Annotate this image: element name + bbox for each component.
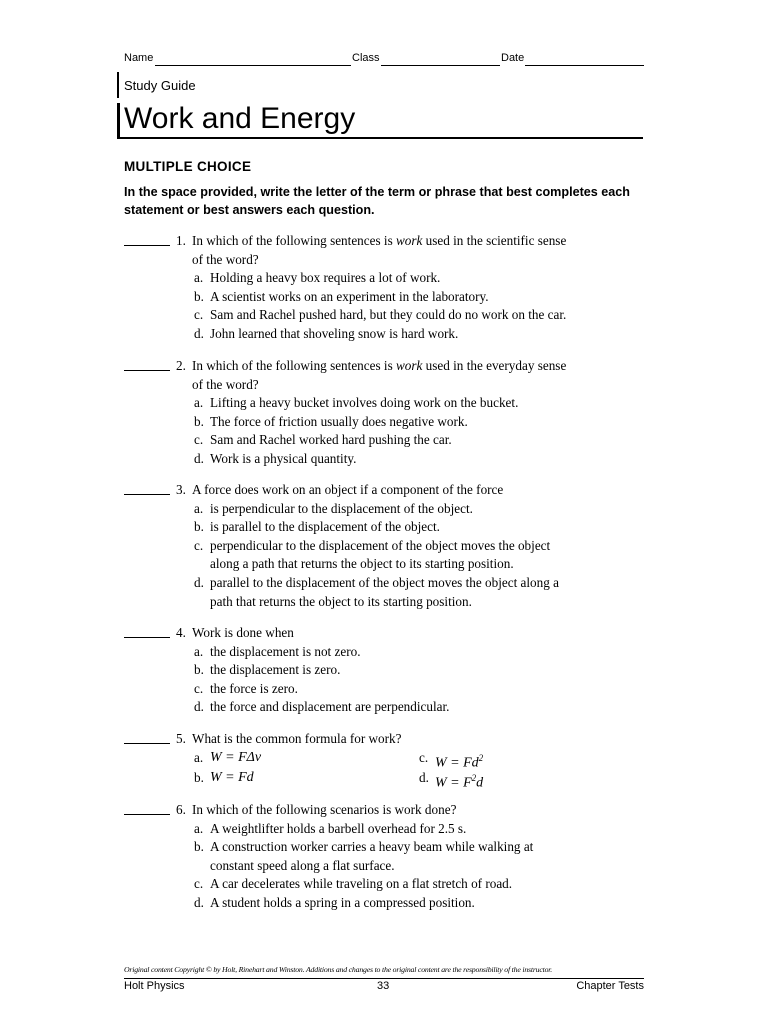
question-stem: Work is done when [192, 625, 294, 640]
question-3: 3. A force does work on an object if a component of the force a. is perpendicular to the displacement of the object. b. is parallel to the displacement of the object. c. perpendicular to the displacement of the object moves the object along a path that returns the object to its starting position. d. parallel to the displacement of the object moves the object along a path that returns the object to its starting position. [124, 481, 644, 609]
answer-blank[interactable] [124, 370, 170, 371]
answer-blank[interactable] [124, 245, 170, 246]
question-number: 6. [176, 802, 186, 817]
question-number: 1. [176, 233, 186, 248]
footer-book-title: Holt Physics [124, 980, 185, 992]
answer-blank[interactable] [124, 814, 170, 815]
class-blank [381, 65, 500, 66]
copyright-notice: Original content Copyright © by Holt, Rinehart and Winston. Additions and changes to the original content are the responsibility of the instructor. [124, 965, 552, 974]
question-4: 4. Work is done when a. the displacement is not zero. b. the displacement is zero. c. the force is zero. d. the force and displacement are perpendicular. [124, 624, 644, 716]
title-rule [117, 137, 643, 139]
question-number: 3. [176, 482, 186, 497]
question-stem-line2: of the word? [192, 251, 259, 267]
question-stem: What is the common formula for work? [192, 731, 402, 746]
answer-blank[interactable] [124, 743, 170, 744]
question-6: 6. In which of the following scenarios is work done? a. A weightlifter holds a barbell overhead for 2.5 s. b. A construction worker carries a heavy beam while walking at constant speed along a flat surface. c. A car decelerates while traveling on a flat stretch of road. d. A student holds a spring in a compressed position. [124, 801, 644, 913]
footer-section: Chapter Tests [576, 980, 644, 992]
study-guide-bar [117, 72, 119, 98]
class-label: Class [352, 52, 380, 64]
question-number: 2. [176, 358, 186, 373]
question-2: 2. In which of the following sentences is work used in the everyday sense of the word? a. Lifting a heavy bucket involves doing work on the bucket. b. The force of friction usually does negative work. c. Sam and Rachel worked hard pushing the car. d. Work is a physical quantity. [124, 357, 644, 467]
section-heading: MULTIPLE CHOICE [124, 159, 252, 174]
page-number: 33 [377, 980, 390, 992]
page-footer [124, 980, 644, 994]
question-number: 5. [176, 731, 186, 746]
name-blank [155, 65, 351, 66]
page-title: Work and Energy [124, 102, 356, 135]
answer-blank[interactable] [124, 494, 170, 495]
footer-rule [124, 978, 644, 979]
student-info-fields [124, 52, 644, 68]
name-label: Name [124, 52, 154, 64]
question-stem: In which of the following scenarios is work done? [192, 802, 457, 817]
answer-blank[interactable] [124, 637, 170, 638]
question-1: 1. In which of the following sentences is work used in the scientific sense of the word? a. Holding a heavy box requires a lot of work. b. A scientist works on an experiment in the laboratory. c. Sam and Rachel pushed hard, but they could do no work on the car. d. John learned that shoveling snow is hard work. [124, 232, 644, 342]
question-number: 4. [176, 625, 186, 640]
question-stem: In which of the following sentences is work used in the scientific sense [192, 233, 567, 248]
question-stem: In which of the following sentences is work used in the everyday sense [192, 358, 567, 373]
question-5: 5. What is the common formula for work? a. W = FΔv b. W = Fd c. $W = Fd^2$ d. $W = F^2d$ [124, 730, 644, 786]
question-stem-line2: of the word? [192, 376, 259, 392]
study-guide-label: Study Guide [124, 78, 196, 93]
date-blank [525, 65, 644, 66]
date-label: Date [501, 52, 525, 64]
title-bar [117, 103, 120, 139]
question-stem: A force does work on an object if a component of the force [192, 482, 504, 497]
instructions: In the space provided, write the letter of the term or phrase that best completes each statement or best answers each question. [124, 185, 630, 217]
